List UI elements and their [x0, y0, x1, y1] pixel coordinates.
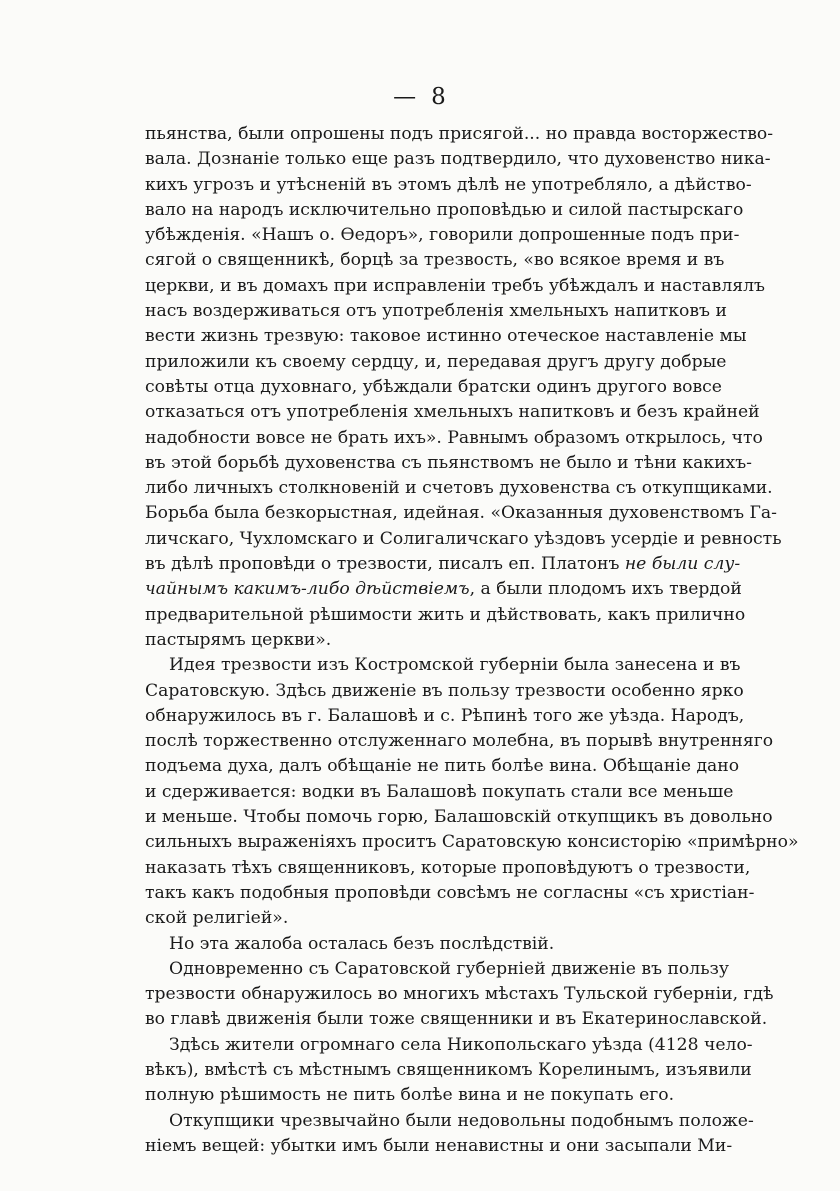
- page-number: 8: [431, 84, 447, 110]
- text-line: наказать тѣхъ священниковъ, которые проповѣдуютъ о трезвости,: [145, 857, 751, 878]
- text-line: предварительной рѣшимости жить и дѣйствовать, какъ прилично: [145, 604, 746, 625]
- text-line: подъема духа, далъ обѣщаніе не пить болѣе вина. Обѣщаніе дано: [145, 756, 740, 777]
- italic-phrase: не были слу-: [624, 554, 741, 575]
- paragraph-first-line: Одновременно съ Саратовской губерніей движеніе въ пользу: [169, 958, 730, 979]
- text-line: трезвости обнаружилось во многихъ мѣстахъ Тульской губерніи, гдѣ: [145, 984, 774, 1005]
- text-line: обнаружилось въ г. Балашовѣ и с. Рѣпинѣ того же уѣзда. Народъ,: [145, 705, 745, 726]
- paragraph-single-line: Но эта жалоба осталась безъ послѣдствій.: [169, 933, 555, 954]
- text-line: убѣжденія. «Нашъ о. Ѳедоръ», говорили допрошенные подъ при-: [145, 225, 740, 246]
- text-line: Борьба была безкорыстная, идейная. «Оказанныя духовенствомъ Га-: [145, 503, 777, 524]
- text-line: надобности вовсе не брать ихъ». Равнымъ образомъ открылось, что: [145, 427, 763, 448]
- text-line: ніемъ вещей: убытки имъ были ненавистны и они засыпали Ми-: [145, 1135, 733, 1156]
- paragraph-end-line: ской религіей».: [145, 908, 289, 929]
- page-header: [0, 84, 840, 110]
- text-line-with-italic: [145, 577, 742, 602]
- paragraph-end-line: пастырямъ церкви».: [145, 629, 332, 650]
- paragraph-end-line: во главѣ движенія были тоже священники и въ Екатеринославской.: [145, 1009, 768, 1030]
- text-line: вала. Дознаніе только еще разъ подтвердило, что духовенство ника-: [145, 149, 771, 170]
- header-dash: —: [393, 84, 418, 110]
- text-line: послѣ торжественно отслуженнаго молебна, въ порывѣ внутренняго: [145, 731, 774, 752]
- text-line: личскаго, Чухломскаго и Солигаличскаго уѣздовъ усердіе и ревность: [145, 528, 782, 549]
- text-line: вѣкъ), вмѣстѣ съ мѣстнымъ священникомъ Корелинымъ, изъявили: [145, 1059, 752, 1080]
- text-line: кихъ угрозъ и утѣсненій въ этомъ дѣлѣ не употребляло, а дѣйство-: [145, 174, 752, 195]
- text-line: и сдерживается: водки въ Балашовѣ покупать стали все меньше: [145, 781, 734, 802]
- text-line: сильныхъ выраженіяхъ проситъ Саратовскую консисторію «примѣрно»: [145, 832, 799, 853]
- text-line: вало на народъ исключительно проповѣдью и силой пастырскаго: [145, 199, 744, 220]
- paragraph-first-line: Идея трезвости изъ Костромской губерніи была занесена и въ: [169, 655, 741, 676]
- text-line: и меньше. Чтобы помочь горю, Балашовскій откупщикъ въ довольно: [145, 807, 773, 828]
- text-line: сягой о священникѣ, борцѣ за трезвость, «во всякое время и въ: [145, 250, 725, 271]
- text-line: приложили къ своему сердцу, и, передавая другъ другу добрые: [145, 351, 727, 372]
- text-line: въ этой борьбѣ духовенства съ пьянствомъ не было и тѣни какихъ-: [145, 452, 752, 473]
- paragraph-end-line: полную рѣшимость не пить болѣе вина и не покупать его.: [145, 1085, 675, 1106]
- body-text: [145, 122, 799, 1159]
- text-segment: , а были плодомъ ихъ твердой: [469, 579, 742, 600]
- text-line: Саратовскую. Здѣсь движеніе въ пользу трезвости особенно ярко: [145, 680, 744, 701]
- paragraph-first-line: Здѣсь жители огромнаго села Никопольскаго уѣзда (4128 чело-: [169, 1034, 753, 1055]
- text-line: либо личныхъ столкновеній и счетовъ духовенства съ откупщиками.: [145, 478, 773, 499]
- text-line: такъ какъ подобныя проповѣди совсѣмъ не согласны «съ христіан-: [145, 882, 755, 903]
- text-segment: въ дѣлѣ проповѣди о трезвости, писалъ еп. Платонъ: [145, 554, 620, 575]
- italic-phrase: чайнымъ какимъ-либо дѣйствіемъ: [145, 579, 470, 600]
- text-line: совѣты отца духовнаго, убѣждали братски одинъ другого вовсе: [145, 376, 722, 397]
- text-line: отказаться отъ употребленія хмельныхъ напитковъ и безъ крайней: [145, 402, 760, 423]
- text-line: церкви, и въ домахъ при исправленіи требъ убѣждалъ и наставлялъ: [145, 275, 765, 296]
- text-line: вести жизнь трезвую: таковое истинно отеческое наставленіе мы: [145, 326, 747, 347]
- text-line: насъ воздерживаться отъ употребленія хмельныхъ напитковъ и: [145, 301, 727, 322]
- text-line: пьянства, были опрошены подъ присягой... но правда восторжество-: [145, 124, 774, 144]
- text-line-with-italic: [145, 552, 741, 577]
- paragraph-first-line: Откупщики чрезвычайно были недовольны подобнымъ положе-: [169, 1110, 754, 1131]
